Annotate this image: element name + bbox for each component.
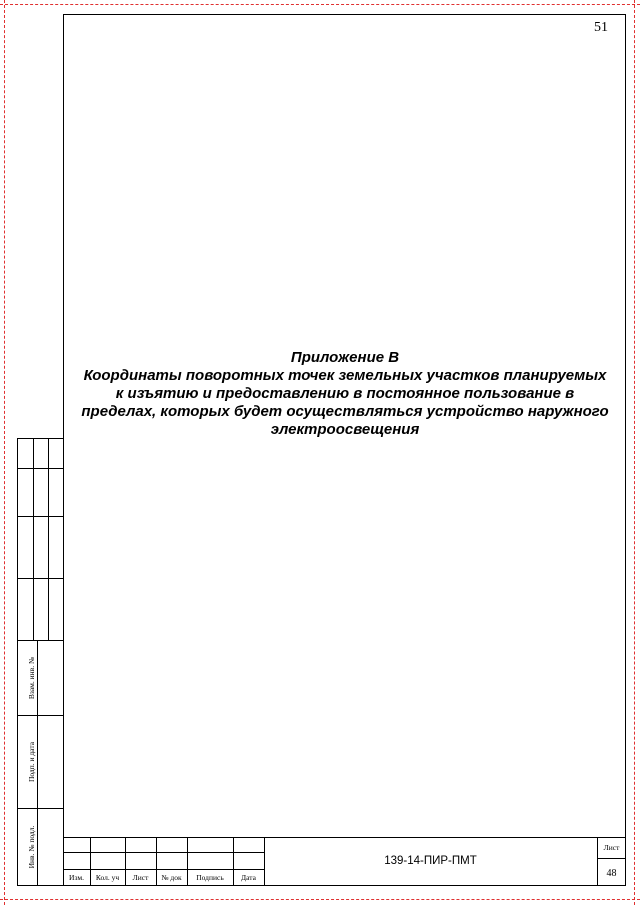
side-stamp-row-podp: [17, 808, 63, 809]
cut-line-top: [0, 4, 640, 5]
appendix-heading: [70, 349, 620, 439]
col-kol-uch-label: Кол. уч: [95, 873, 120, 882]
col-izm-label: Изм.: [69, 873, 84, 882]
frame-right: [625, 14, 626, 886]
side-grid-top-edge: [17, 438, 63, 439]
inv-podl-label: Инв. № подл.: [27, 825, 36, 869]
heading-line-4: пределах, которых будет осуществляться устройство наружного: [81, 403, 609, 420]
sheet-number: 48: [606, 868, 617, 879]
frame-left: [63, 14, 64, 886]
podp-data-label: Подп. и дата: [27, 741, 36, 783]
side-stamp-row-vzam: [17, 715, 63, 716]
side-grid-row1: [17, 468, 63, 469]
side-grid-row4: [17, 640, 63, 641]
heading-line-3: к изъятию и предоставлению в постоянное пользование в: [115, 385, 575, 402]
frame-bottom: [17, 885, 626, 886]
cut-line-right: [634, 0, 635, 905]
heading-line-2: Координаты поворотных точек земельных участков планируемых: [83, 367, 607, 384]
heading-line-5: электроосвещения: [270, 421, 420, 438]
document-code: 139-14-ПИР-ПМТ: [384, 855, 477, 867]
title-block-top: [63, 837, 626, 838]
side-grid-row2: [17, 516, 63, 517]
col-data-label: Дата: [241, 873, 256, 882]
col-ndok-label: № док: [161, 873, 182, 882]
frame-top: [63, 14, 626, 15]
col-list-label: Лист: [132, 873, 149, 882]
cut-line-bottom: [0, 899, 640, 900]
cut-line-left: [4, 0, 5, 905]
title-block-sheet-split: [597, 858, 626, 859]
heading-line-1: Приложение В: [290, 349, 400, 366]
sheet-label: Лист: [603, 843, 620, 852]
page-number: 51: [594, 20, 608, 35]
side-grid-left-edge: [17, 438, 18, 886]
vzam-inv-label: Взам. инв. №: [27, 656, 36, 700]
col-podpis-label: Подпись: [196, 873, 224, 882]
side-grid-row3: [17, 578, 63, 579]
